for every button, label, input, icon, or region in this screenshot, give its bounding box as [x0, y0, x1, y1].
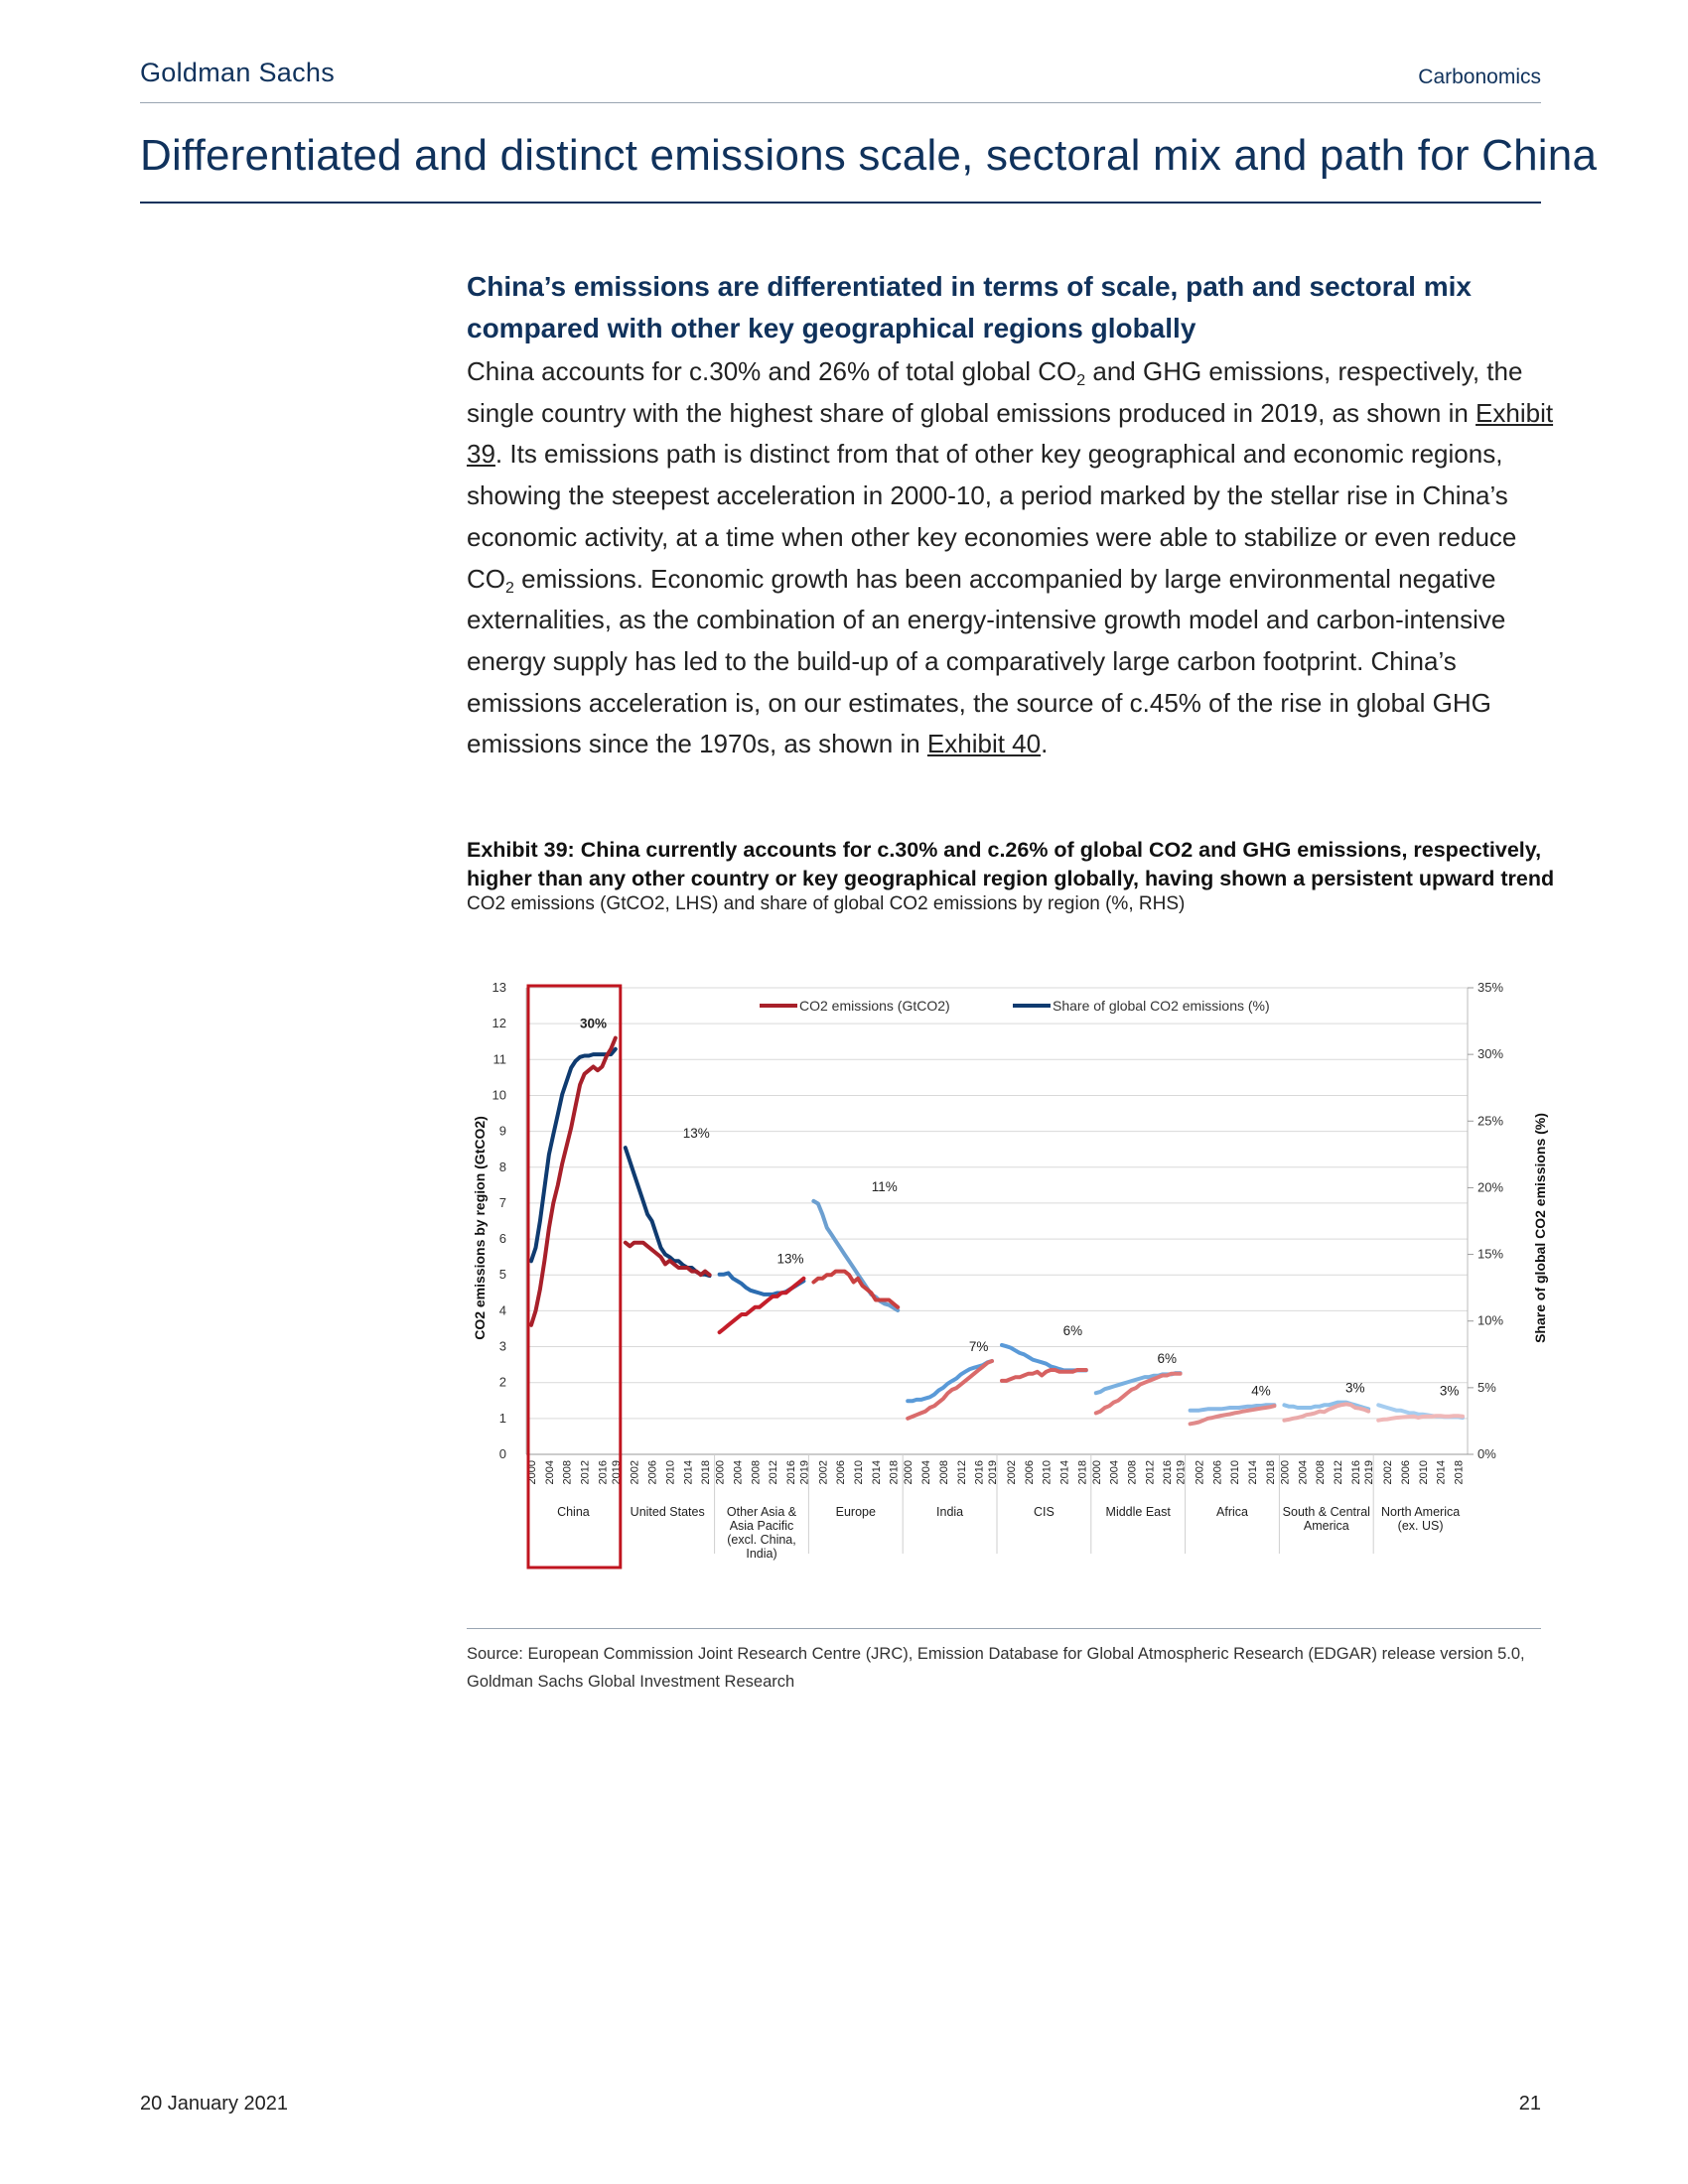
- legend-label: Share of global CO2 emissions (%): [1053, 998, 1270, 1014]
- year-tick-label: 2002: [1194, 1460, 1206, 1485]
- year-tick-label: 2012: [955, 1460, 968, 1485]
- brand-name: Goldman Sachs: [140, 58, 335, 87]
- year-tick-label: 2010: [1041, 1460, 1054, 1485]
- year-tick-label: 2014: [870, 1460, 883, 1485]
- year-tick-label: 2018: [1453, 1460, 1466, 1485]
- year-tick-label: 2016: [597, 1460, 610, 1485]
- year-tick-label: 2016: [1349, 1460, 1362, 1485]
- y-tick-label: 9: [498, 1123, 506, 1139]
- header-rule: [140, 102, 1541, 103]
- share-line-0: [531, 1049, 616, 1262]
- year-tick-label: 2012: [1144, 1460, 1157, 1485]
- year-tick-label: 2010: [664, 1460, 677, 1485]
- year-tick-label: 2004: [1108, 1460, 1121, 1485]
- year-tick-label: 2019: [987, 1460, 999, 1485]
- region-label: CIS: [1033, 1505, 1055, 1519]
- exhibit-title: Exhibit 39: China currently accounts for c.30% and c.26% of global CO2 and GHG emissions, respectively, higher than any other country or key geographical region globally, having shown a persistent upward trend: [467, 838, 1555, 890]
- share-label: 13%: [776, 1251, 804, 1267]
- emissions-line-9: [1378, 1416, 1463, 1420]
- share-label: 4%: [1251, 1383, 1271, 1399]
- year-tick-label: 2014: [1435, 1460, 1448, 1485]
- year-tick-label: 2016: [1162, 1460, 1175, 1485]
- y-tick-label: 10: [492, 1087, 506, 1103]
- year-tick-label: 2002: [629, 1460, 641, 1485]
- region-label: America: [1303, 1519, 1349, 1533]
- year-tick-label: 2000: [1090, 1460, 1103, 1485]
- y-tick-label: 0: [498, 1446, 506, 1461]
- region-label: Africa: [1216, 1505, 1248, 1519]
- x-axis-labels: [526, 1460, 1466, 1561]
- emissions-line-1: [626, 1243, 710, 1276]
- year-tick-label: 2006: [1211, 1460, 1224, 1485]
- year-tick-label: 2014: [1058, 1460, 1071, 1485]
- share-label: 30%: [579, 1016, 607, 1031]
- year-tick-label: 2002: [1382, 1460, 1395, 1485]
- share-labels: [580, 1017, 1459, 1399]
- region-label: China: [557, 1505, 590, 1519]
- region-label: Other Asia &: [726, 1505, 797, 1519]
- share-label: 11%: [871, 1178, 898, 1194]
- year-tick-label: 2008: [1315, 1460, 1328, 1485]
- y-tick-label: 6: [498, 1231, 506, 1247]
- emissions-line-5: [1002, 1370, 1086, 1381]
- y-tick-label: 13: [492, 980, 506, 995]
- body-paragraph: China accounts for c.30% and 26% of total global $CO_2$ and GHG emissions, respectively, the single country with the highest share of global emissions produced in 2019, as shown in Exhibit 39. Its emissions path is distinct from that of other key geographical and economic regions, showing the steepest acceleration in 2000-10, a period marked by the stellar rise in China’s economic activity, at a time when other key economies were able to stabilize or even reduce $CO_2$ emissions. Economic growth has been accompanied by large environmental negative externalities, as the combination of an energy-intensive growth model and carbon-intensive energy supply has led to the build-up of a comparatively large carbon footprint. China’s emissions acceleration is, on our estimates, the source of c.45% of the rise in global GHG emissions since the 1970s, as shown in Exhibit 40.: [467, 356, 1554, 759]
- y2-tick-label: 0%: [1477, 1446, 1496, 1461]
- share-label: 13%: [682, 1126, 710, 1142]
- y-tick-label: 12: [492, 1016, 506, 1031]
- share-label: 6%: [1157, 1351, 1177, 1367]
- title-rule: [140, 202, 1541, 204]
- year-tick-label: 2006: [1400, 1460, 1412, 1485]
- region-label: North America: [1380, 1505, 1461, 1519]
- year-tick-label: 2014: [682, 1460, 695, 1485]
- year-tick-label: 2000: [903, 1460, 915, 1485]
- page-number: 21: [1518, 2093, 1541, 2115]
- exhibit-40-link[interactable]: Exhibit 40: [926, 729, 1042, 759]
- region-label: Europe: [835, 1505, 876, 1519]
- year-tick-label: 2018: [888, 1460, 901, 1485]
- chart-grid: [526, 988, 1468, 1454]
- region-label: (ex. US): [1397, 1519, 1444, 1533]
- y2-tick-label: 20%: [1477, 1179, 1504, 1195]
- section-subheading: China’s emissions are differentiated in terms of scale, path and sectoral mix compared with other key geographical regions globally: [467, 271, 1472, 343]
- chart-legend: [760, 998, 1270, 1014]
- right-axis-ticks: [1468, 980, 1503, 1461]
- share-label: 7%: [968, 1339, 989, 1354]
- year-tick-label: 2014: [1247, 1460, 1260, 1485]
- y-tick-label: 2: [498, 1374, 506, 1390]
- year-tick-label: 2019: [798, 1460, 811, 1485]
- y-tick-label: 11: [492, 1051, 506, 1067]
- year-tick-label: 2006: [1023, 1460, 1036, 1485]
- region-label: Asia Pacific: [729, 1519, 794, 1533]
- region-label: India): [746, 1547, 777, 1561]
- year-tick-label: 2018: [700, 1460, 713, 1485]
- y2-tick-label: 35%: [1477, 980, 1504, 995]
- year-tick-label: 2002: [817, 1460, 830, 1485]
- year-tick-label: 2000: [714, 1460, 727, 1485]
- emissions-chart: [457, 968, 1569, 1613]
- year-tick-label: 2016: [973, 1460, 986, 1485]
- y2-tick-label: 25%: [1477, 1113, 1504, 1129]
- y-tick-label: 1: [498, 1410, 506, 1426]
- y2-tick-label: 5%: [1477, 1379, 1496, 1395]
- year-tick-label: 2004: [920, 1460, 933, 1485]
- y2-tick-label: 10%: [1477, 1312, 1504, 1328]
- year-tick-label: 2012: [1333, 1460, 1344, 1485]
- year-tick-label: 2004: [1297, 1460, 1310, 1485]
- y-tick-label: 4: [498, 1302, 506, 1318]
- year-tick-label: 2008: [1126, 1460, 1139, 1485]
- year-tick-label: 2008: [937, 1460, 950, 1485]
- y2-tick-label: 30%: [1477, 1046, 1504, 1062]
- share-label: 6%: [1062, 1322, 1083, 1338]
- year-tick-label: 2019: [610, 1460, 623, 1485]
- left-axis-ticks: [492, 980, 506, 1461]
- year-tick-label: 2004: [732, 1460, 745, 1485]
- year-tick-label: 2008: [750, 1460, 763, 1485]
- year-tick-label: 2012: [579, 1460, 592, 1485]
- page-title: Differentiated and distinct emissions scale, sectoral mix and path for China: [140, 131, 1598, 180]
- section-name: Carbonomics: [1418, 66, 1541, 88]
- year-tick-label: 2012: [768, 1460, 780, 1485]
- exhibit-subtitle: CO2 emissions (GtCO2, LHS) and share of global CO2 emissions by region (%, RHS): [467, 893, 1186, 914]
- year-tick-label: 2019: [1363, 1460, 1376, 1485]
- y-tick-label: 7: [498, 1194, 506, 1210]
- share-line-3: [813, 1201, 898, 1310]
- footer-date: 20 January 2021: [140, 2093, 289, 2115]
- region-label: South & Central: [1282, 1505, 1370, 1519]
- emissions-line-4: [908, 1361, 992, 1419]
- exhibit-39-link[interactable]: Exhibit 39: [467, 397, 1554, 470]
- year-tick-label: 2010: [1417, 1460, 1430, 1485]
- year-tick-label: 2010: [853, 1460, 865, 1485]
- legend-label: CO2 emissions (GtCO2): [799, 998, 950, 1014]
- region-label: (excl. China,: [727, 1533, 796, 1547]
- region-label: United States: [630, 1505, 705, 1519]
- year-tick-label: 2008: [561, 1460, 574, 1485]
- share-line-5: [1002, 1345, 1086, 1371]
- region-label: India: [936, 1505, 964, 1519]
- year-tick-label: 2018: [1076, 1460, 1089, 1485]
- year-tick-label: 2006: [835, 1460, 848, 1485]
- source-rule: [467, 1628, 1541, 1629]
- y-tick-label: 5: [498, 1267, 506, 1283]
- y-axis-title: CO2 emissions by region (GtCO2): [472, 1116, 488, 1340]
- share-label: 3%: [1439, 1383, 1460, 1399]
- y-tick-label: 3: [498, 1338, 506, 1354]
- year-tick-label: 2019: [1175, 1460, 1188, 1485]
- year-tick-label: 2004: [543, 1460, 556, 1485]
- share-label: 3%: [1345, 1380, 1365, 1396]
- year-tick-label: 2000: [1279, 1460, 1292, 1485]
- emissions-line-2: [720, 1279, 804, 1332]
- y-tick-label: 8: [498, 1159, 506, 1174]
- source-note: Source: European Commission Joint Research Centre (JRC), Emission Database for Global Atmospheric Research (EDGAR) release version 5.0, Goldman Sachs Global Investment Research: [467, 1645, 1525, 1691]
- y2-tick-label: 15%: [1477, 1246, 1504, 1262]
- emissions-line-3: [813, 1272, 898, 1307]
- year-tick-label: 2016: [785, 1460, 797, 1485]
- year-tick-label: 2018: [1264, 1460, 1277, 1485]
- year-tick-label: 2006: [646, 1460, 659, 1485]
- y2-axis-title: Share of global CO2 emissions (%): [1532, 1113, 1548, 1343]
- year-tick-label: 2000: [526, 1460, 538, 1485]
- year-tick-label: 2010: [1229, 1460, 1242, 1485]
- region-label: Middle East: [1105, 1505, 1171, 1519]
- year-tick-label: 2002: [1005, 1460, 1018, 1485]
